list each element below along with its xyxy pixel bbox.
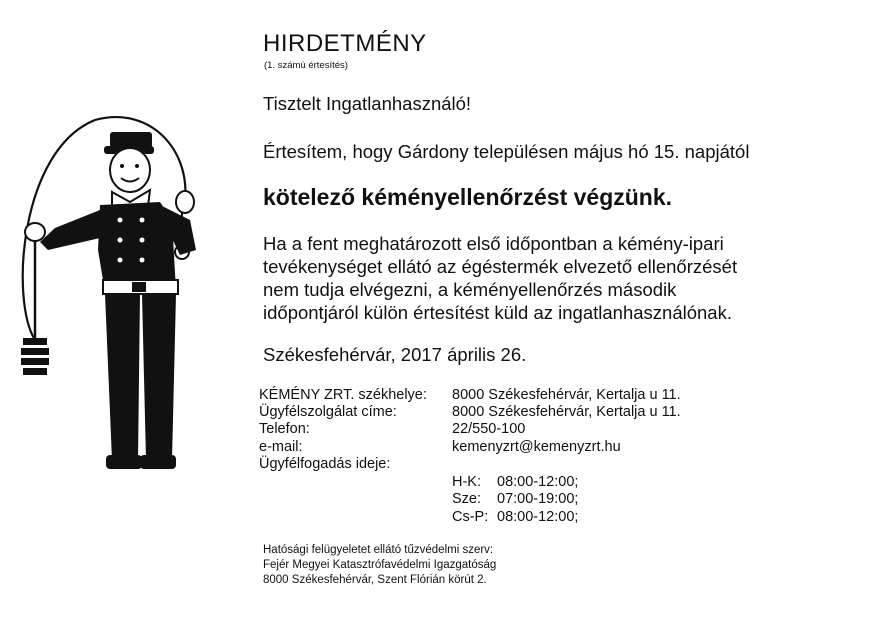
notice-title: HIRDETMÉNY — [263, 30, 427, 57]
contact-label-phone: Telefon: — [259, 421, 310, 437]
notice-sentence: Értesítem, hogy Gárdony településen május hó 15. napjától — [263, 141, 750, 162]
information-paragraph — [263, 232, 863, 324]
hours-time: 08:00-12:00; — [497, 474, 579, 490]
authority-footer — [263, 543, 496, 588]
notice-subtitle: (1. számú értesítés) — [264, 60, 348, 71]
paragraph-line: Ha a fent meghatározott első időpontban a kémény-ipari — [263, 233, 724, 254]
contact-label-email: e-mail: — [259, 439, 303, 455]
paragraph-line: nem tudja elvégezni, a kéményellenőrzés második — [263, 279, 677, 300]
greeting: Tisztelt Ingatlanhasználó! — [263, 93, 472, 114]
footer-line: Fejér Megyei Katasztrófavédelmi Igazgatóság — [263, 559, 497, 571]
chimney-sweep-illustration — [0, 110, 230, 480]
contact-value-service-address: 8000 Székesfehérvár, Kertalja u 11. — [452, 404, 681, 420]
hours-time: 08:00-12:00; — [497, 509, 579, 525]
hours-time: 07:00-19:00; — [497, 491, 579, 507]
contact-value-phone: 22/550-100 — [452, 421, 526, 437]
contact-value-headquarters: 8000 Székesfehérvár, Kertalja u 11. — [452, 387, 681, 403]
footer-line: Hatósági felügyeletet ellátó tűzvédelmi szerv: — [263, 544, 494, 556]
hours-day: Sze: — [452, 491, 482, 507]
hours-day: H-K: — [452, 474, 481, 490]
contact-label-headquarters: KÉMÉNY ZRT. székhelye: — [259, 387, 427, 403]
contact-value-email: kemenyzrt@kemenyzrt.hu — [452, 439, 621, 455]
hours-day: Cs-P: — [452, 509, 489, 525]
paragraph-line: tevékenységet ellátó az égéstermék elvezető ellenőrzését — [263, 256, 738, 277]
paragraph-line: időpontjáról külön értesítést küld az ingatlanhasználónak. — [263, 302, 732, 323]
dateline: Székesfehérvár, 2017 április 26. — [263, 344, 527, 365]
contact-label-service-address: Ügyfélszolgálat címe: — [259, 404, 397, 420]
headline: kötelező kéményellenőrzést végzünk. — [263, 184, 673, 210]
contact-label-office-hours: Ügyfélfogadás ideje: — [259, 456, 391, 472]
footer-line: 8000 Székesfehérvár, Szent Flórián körút 2. — [263, 574, 487, 586]
